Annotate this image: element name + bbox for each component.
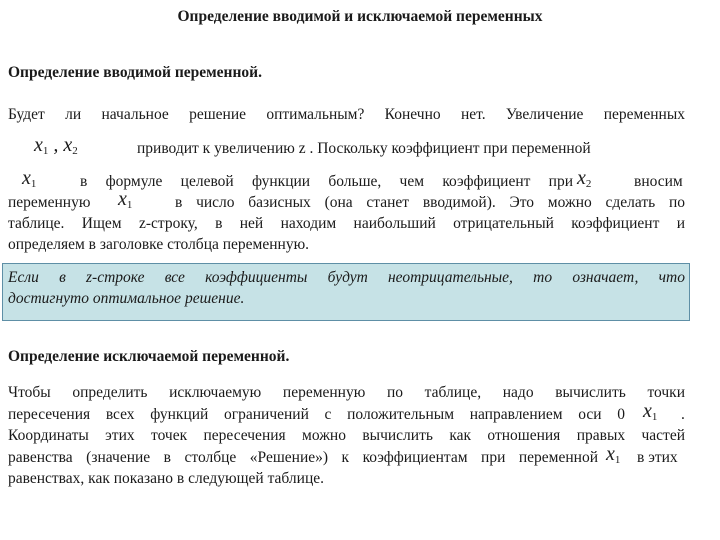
note-line: Если в z-строке все коэффициенты будут неотрицательные, то означает, что [8,269,685,286]
paragraph-word: переменную [8,194,91,211]
paragraph-line: в число базисных (она станет вводимой). Это можно сделать по [175,194,685,211]
paragraph-line: равенства (значение в столбце «Решение») к коэффициентам при переменной [8,449,598,466]
math-vars-x1-x2: $x_1$ , $x_2$ [34,134,78,157]
paragraph-line: Будет ли начальное решение оптимальным? Конечно нет. Увеличение переменных [8,106,685,123]
paragraph-word: в этих [637,449,678,466]
section-heading-leaving-variable: Определение исключаемой переменной. [8,348,290,365]
paragraph-line: приводит к увеличению z . Поскольку коэффициент при переменной [137,140,591,157]
math-var-x1: $x_1$ [118,188,133,211]
paragraph-punct: . [681,406,685,423]
paragraph-line: Координаты этих точек пересечения можно вычислить как отношения правых частей [8,427,685,444]
paragraph-line: в формуле целевой функции больше, чем коэффициент при [80,173,573,190]
paragraph-line: Чтобы определить исключаемую переменную по таблице, надо вычислить точки [8,384,685,401]
math-var-x2: $x_2$ [577,167,592,190]
paragraph-line: пересечения всех функций ограничений с положительным направлением оси 0 [8,406,625,423]
math-var-x1: $x_1$ [643,400,658,423]
math-var-x1: $x_1$ [22,167,37,190]
math-var-x1: $x_1$ [606,443,621,466]
paragraph-line: определяем в заголовке столбца переменную. [8,236,310,253]
paragraph-line: равенствах, как показано в следующей таблице. [8,470,325,487]
paragraph-line: таблице. Ищем z-строку, в ней находим наибольший отрицательный коэффициент и [8,215,685,232]
paragraph-word: вносим [634,173,683,190]
page-title: Определение вводимой и исключаемой переменных [177,8,543,25]
note-line: достигнуто оптимальное решение. [8,290,245,307]
section-heading-entering-variable: Определение вводимой переменной. [8,64,262,81]
